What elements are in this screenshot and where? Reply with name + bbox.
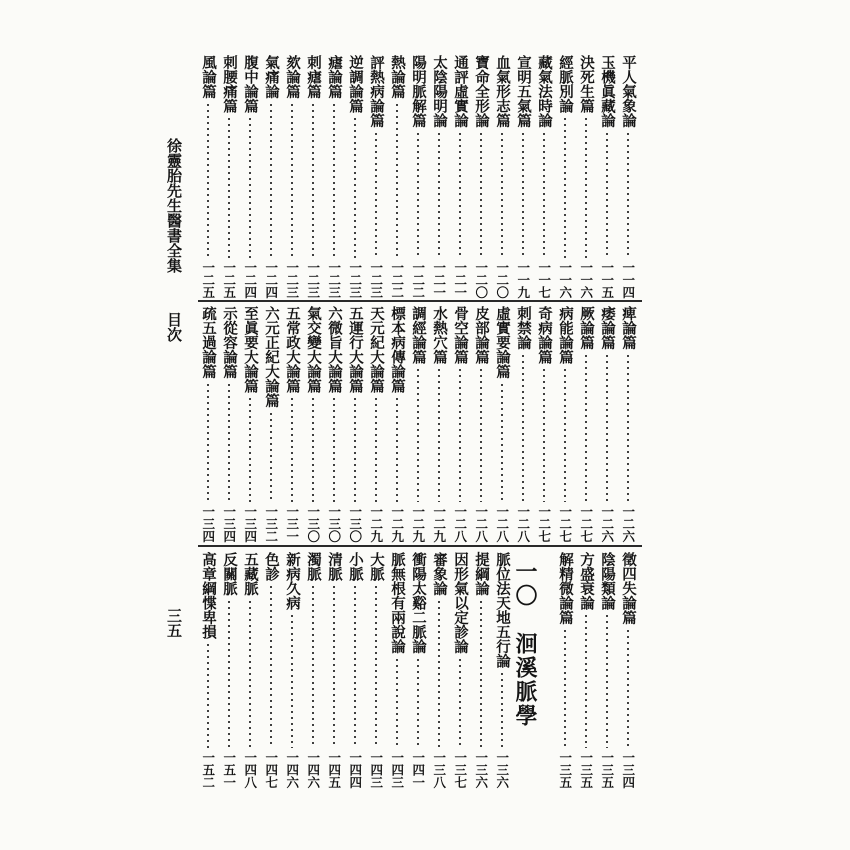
toc-entry — [284, 306, 300, 542]
dot-leader — [312, 584, 314, 748]
toc-entry — [305, 306, 321, 542]
dot-leader — [354, 584, 356, 748]
entry-title: 方盛衰論 — [578, 552, 595, 610]
entry-title: 陽明脈解篇 — [410, 55, 427, 128]
entry-page: 一四八 — [242, 750, 258, 788]
entry-title: 高章綱惵卑損 — [200, 552, 217, 639]
entry-page: 一五二 — [200, 750, 216, 788]
section-label: 目次 — [165, 312, 183, 342]
entry-title: 反關脈 — [221, 552, 238, 596]
toc-entry — [431, 306, 447, 542]
entry-page: 一一六 — [578, 260, 594, 298]
toc-entry — [578, 55, 594, 298]
entry-page: 一二六 — [620, 504, 636, 542]
dot-leader — [564, 116, 566, 258]
toc-entry — [284, 552, 300, 788]
entry-title: 厥論篇 — [578, 306, 595, 350]
entry-page: 一二七 — [557, 504, 573, 542]
entry-title: 經脈別論 — [557, 55, 574, 113]
toc-entry — [347, 306, 363, 542]
dot-leader — [228, 116, 230, 258]
toc-entry — [599, 552, 615, 788]
dot-leader — [207, 642, 209, 748]
dot-leader — [228, 382, 230, 502]
entry-page: 一二一 — [431, 260, 447, 298]
toc-entry — [389, 306, 405, 542]
dot-leader — [459, 367, 461, 502]
dot-leader — [354, 396, 356, 502]
dot-leader — [543, 131, 545, 258]
entry-title: 氣痛論 — [263, 55, 280, 99]
toc-entry — [620, 306, 636, 542]
entry-title: 大脈 — [368, 552, 385, 581]
entry-title: 虛實要論篇 — [494, 306, 511, 379]
entry-title: 衝陽太谿二脈論 — [410, 552, 427, 654]
entry-title: 評熱病論篇 — [368, 55, 385, 128]
entry-page: 一三八 — [431, 750, 447, 788]
dot-leader — [249, 116, 251, 258]
entry-page: 一三〇 — [347, 504, 363, 542]
entry-page: 一二九 — [431, 504, 447, 542]
entry-page: 一三四 — [620, 750, 636, 788]
toc-entry — [242, 55, 258, 298]
entry-page: 一一五 — [599, 260, 615, 298]
entry-title: 刺禁論 — [515, 306, 532, 350]
entry-title: 逆調論篇 — [347, 55, 364, 113]
dot-leader — [459, 131, 461, 258]
entry-title: 五運行大論篇 — [347, 306, 364, 393]
toc-entry — [494, 552, 510, 788]
dot-leader — [312, 396, 314, 502]
toc-entry — [557, 306, 573, 542]
entry-title: 小脈 — [347, 552, 364, 581]
dot-leader — [291, 102, 293, 258]
entry-title: 陰陽類論 — [599, 552, 616, 610]
toc-entry — [515, 306, 531, 542]
entry-page: 一三一 — [284, 504, 300, 542]
entry-title: 太陰陽明論 — [431, 55, 448, 128]
toc-entry — [536, 55, 552, 298]
dot-leader — [375, 584, 377, 748]
entry-page: 一二五 — [221, 260, 237, 298]
toc-entry — [536, 306, 552, 542]
dot-leader — [270, 584, 272, 748]
dot-leader — [249, 599, 251, 748]
toc-entry — [473, 55, 489, 298]
entry-title: 痺論篇 — [620, 306, 637, 350]
toc-entry — [452, 55, 468, 298]
entry-page: 一四三 — [389, 750, 405, 788]
dot-leader — [480, 367, 482, 502]
entry-page: 一二二 — [410, 260, 426, 298]
entry-page: 一三二 — [263, 504, 279, 542]
toc-entry — [389, 55, 405, 298]
toc-entry — [599, 55, 615, 298]
entry-page: 一二三 — [284, 260, 300, 298]
dot-leader — [522, 131, 524, 258]
dot-leader — [501, 671, 503, 748]
dot-leader — [249, 396, 251, 502]
entry-page: 一一六 — [557, 260, 573, 298]
toc-entry — [494, 55, 510, 298]
dot-leader — [585, 116, 587, 258]
dot-leader — [627, 628, 629, 748]
dot-leader — [270, 102, 272, 258]
entry-title: 風論篇 — [200, 55, 217, 99]
toc-entry — [347, 552, 363, 788]
entry-title: 決死生篇 — [578, 55, 595, 113]
entry-page: 一四四 — [347, 750, 363, 788]
toc-entry — [452, 306, 468, 542]
toc-entry — [221, 552, 237, 788]
dot-leader — [606, 613, 608, 748]
entry-page: 一一九 — [515, 260, 531, 298]
entry-title: 濁脈 — [305, 552, 322, 581]
entry-title: 刺瘧篇 — [305, 55, 322, 99]
entry-title: 腹中論篇 — [242, 55, 259, 113]
entry-title: 熱論篇 — [389, 55, 406, 99]
dot-leader — [396, 657, 398, 748]
dot-leader — [459, 657, 461, 748]
entry-page: 一二三 — [305, 260, 321, 298]
entry-title: 六元正紀大論篇 — [263, 306, 280, 408]
entry-page: 一一四 — [620, 260, 636, 298]
entry-title: 五藏脈 — [242, 552, 259, 596]
entry-page: 一二六 — [599, 504, 615, 542]
entry-title: 提綱論 — [473, 552, 490, 596]
toc-entry — [221, 55, 237, 298]
entry-page: 一二四 — [242, 260, 258, 298]
dot-leader — [606, 353, 608, 502]
entry-page: 一二一 — [452, 260, 468, 298]
entry-page: 一二〇 — [494, 260, 510, 298]
toc-entry — [326, 552, 342, 788]
toc-entry — [431, 552, 447, 788]
entry-title: 脈位法天地五行論 — [494, 552, 511, 668]
dot-leader — [396, 396, 398, 502]
dot-leader — [522, 353, 524, 502]
toc-entry — [578, 306, 594, 542]
toc-entry — [305, 55, 321, 298]
dot-leader — [564, 628, 566, 748]
entry-page: 一二九 — [410, 504, 426, 542]
dot-leader — [312, 102, 314, 258]
entry-title: 清脈 — [326, 552, 343, 581]
toc-entry — [284, 55, 300, 298]
section-heading: 一〇 洄溪脈學 — [512, 560, 538, 728]
dot-leader — [291, 396, 293, 502]
toc-entry — [200, 552, 216, 788]
entry-title: 瘧論篇 — [326, 55, 343, 99]
dot-leader — [438, 367, 440, 502]
entry-page: 一三五 — [557, 750, 573, 788]
dot-leader — [438, 599, 440, 748]
entry-title: 寶命全形論 — [473, 55, 490, 128]
page-number: 三五 — [165, 608, 183, 638]
toc-entry — [305, 552, 321, 788]
toc-entry — [200, 306, 216, 542]
entry-page: 一四六 — [284, 750, 300, 788]
entry-title: 痿論篇 — [599, 306, 616, 350]
toc-entry — [242, 306, 258, 542]
entry-page: 一三〇 — [326, 504, 342, 542]
dot-leader — [501, 131, 503, 258]
entry-title: 疏五過論篇 — [200, 306, 217, 379]
dot-leader — [396, 102, 398, 258]
toc-entry — [368, 306, 384, 542]
entry-page: 一二二 — [389, 260, 405, 298]
entry-page: 一二八 — [494, 504, 510, 542]
dot-leader — [438, 131, 440, 258]
toc-entry — [473, 552, 489, 788]
toc-entry — [326, 306, 342, 542]
dot-leader — [501, 382, 503, 502]
entry-title: 解精微論篇 — [557, 552, 574, 625]
entry-page: 一四六 — [305, 750, 321, 788]
block-rule-middle — [198, 545, 642, 547]
entry-title: 平人氣象論 — [620, 55, 637, 128]
entry-page: 一二七 — [578, 504, 594, 542]
toc-entry — [326, 55, 342, 298]
entry-title: 五常政大論篇 — [284, 306, 301, 393]
entry-page: 一四一 — [410, 750, 426, 788]
toc-entry — [263, 552, 279, 788]
dot-leader — [480, 131, 482, 258]
toc-entry — [347, 55, 363, 298]
entry-title: 示從容論篇 — [221, 306, 238, 379]
entry-title: 病能論篇 — [557, 306, 574, 364]
dot-leader — [375, 396, 377, 502]
entry-page: 一三五 — [578, 750, 594, 788]
dot-leader — [585, 613, 587, 748]
toc-entry — [242, 552, 258, 788]
entry-title: 標本病傳論篇 — [389, 306, 406, 393]
entry-page: 一二四 — [263, 260, 279, 298]
toc-entry — [263, 55, 279, 298]
entry-title: 天元紀大論篇 — [368, 306, 385, 393]
entry-page: 一五一 — [221, 750, 237, 788]
entry-title: 欬論篇 — [284, 55, 301, 99]
entry-page: 一二八 — [473, 504, 489, 542]
toc-entry — [410, 306, 426, 542]
entry-page: 一三四 — [242, 504, 258, 542]
toc-entry — [389, 552, 405, 788]
entry-page: 一二〇 — [473, 260, 489, 298]
toc-entry — [452, 552, 468, 788]
dot-leader — [207, 102, 209, 258]
entry-page: 一二八 — [515, 504, 531, 542]
toc-entry — [368, 552, 384, 788]
toc-entry — [599, 306, 615, 542]
entry-title: 審象論 — [431, 552, 448, 596]
dot-leader — [585, 353, 587, 502]
dot-leader — [627, 353, 629, 502]
entry-page: 一一七 — [536, 260, 552, 298]
entry-page: 一三四 — [200, 504, 216, 542]
entry-title: 宣明五氣篇 — [515, 55, 532, 128]
dot-leader — [207, 382, 209, 502]
dot-leader — [543, 367, 545, 502]
toc-entry — [557, 552, 573, 788]
entry-page: 一三四 — [221, 504, 237, 542]
dot-leader — [333, 396, 335, 502]
dot-leader — [417, 657, 419, 748]
toc-entry — [515, 55, 531, 298]
entry-title: 徵四失論篇 — [620, 552, 637, 625]
toc-entry — [410, 552, 426, 788]
entry-title: 因形氣以定診論 — [452, 552, 469, 654]
dot-leader — [375, 131, 377, 258]
toc-entry — [263, 306, 279, 542]
entry-page: 一三五 — [599, 750, 615, 788]
entry-page: 一二三 — [368, 260, 384, 298]
toc-entry — [431, 55, 447, 298]
book-title: 徐靈胎先生醫書全集 — [165, 138, 183, 273]
entry-title: 皮部論篇 — [473, 306, 490, 364]
entry-page: 一三七 — [452, 750, 468, 788]
dot-leader — [333, 102, 335, 258]
entry-title: 水熱穴篇 — [431, 306, 448, 364]
entry-page: 一四三 — [368, 750, 384, 788]
dot-leader — [606, 131, 608, 258]
toc-entry — [368, 55, 384, 298]
entry-page: 一四七 — [263, 750, 279, 788]
entry-page: 一二三 — [326, 260, 342, 298]
entry-page: 一二九 — [389, 504, 405, 542]
entry-title: 色診 — [263, 552, 280, 581]
toc-entry — [620, 55, 636, 298]
toc-entry — [200, 55, 216, 298]
dot-leader — [627, 131, 629, 258]
entry-page: 一四五 — [326, 750, 342, 788]
entry-title: 藏氣法時論 — [536, 55, 553, 128]
entry-title: 玉機眞藏論 — [599, 55, 616, 128]
entry-title: 氣交變大論篇 — [305, 306, 322, 393]
dot-leader — [417, 367, 419, 502]
dot-leader — [228, 599, 230, 748]
entry-page: 一二五 — [200, 260, 216, 298]
block-rule-top — [198, 300, 642, 302]
entry-title: 調經論篇 — [410, 306, 427, 364]
dot-leader — [270, 411, 272, 502]
entry-title: 至眞要大論篇 — [242, 306, 259, 393]
toc-entry — [473, 306, 489, 542]
entry-title: 奇病論篇 — [536, 306, 553, 364]
entry-title: 六微旨大論篇 — [326, 306, 343, 393]
entry-page: 一二九 — [368, 504, 384, 542]
entry-title: 脈無根有兩說論 — [389, 552, 406, 654]
entry-page: 一二八 — [452, 504, 468, 542]
entry-page: 一三六 — [494, 750, 510, 788]
entry-page: 一三〇 — [305, 504, 321, 542]
entry-title: 血氣形志篇 — [494, 55, 511, 128]
toc-entry — [620, 552, 636, 788]
toc-entry — [410, 55, 426, 298]
entry-title: 新病久病 — [284, 552, 301, 610]
entry-title: 通評虛實論 — [452, 55, 469, 128]
dot-leader — [480, 599, 482, 748]
entry-title: 骨空論篇 — [452, 306, 469, 364]
dot-leader — [333, 584, 335, 748]
dot-leader — [564, 367, 566, 502]
entry-page: 一二七 — [536, 504, 552, 542]
toc-entry — [494, 306, 510, 542]
toc-entry — [578, 552, 594, 788]
entry-title: 刺腰痛篇 — [221, 55, 238, 113]
dot-leader — [417, 131, 419, 258]
dot-leader — [354, 116, 356, 258]
toc-entry — [557, 55, 573, 298]
entry-page: 一二三 — [347, 260, 363, 298]
entry-page: 一三六 — [473, 750, 489, 788]
toc-entry — [221, 306, 237, 542]
dot-leader — [291, 613, 293, 748]
